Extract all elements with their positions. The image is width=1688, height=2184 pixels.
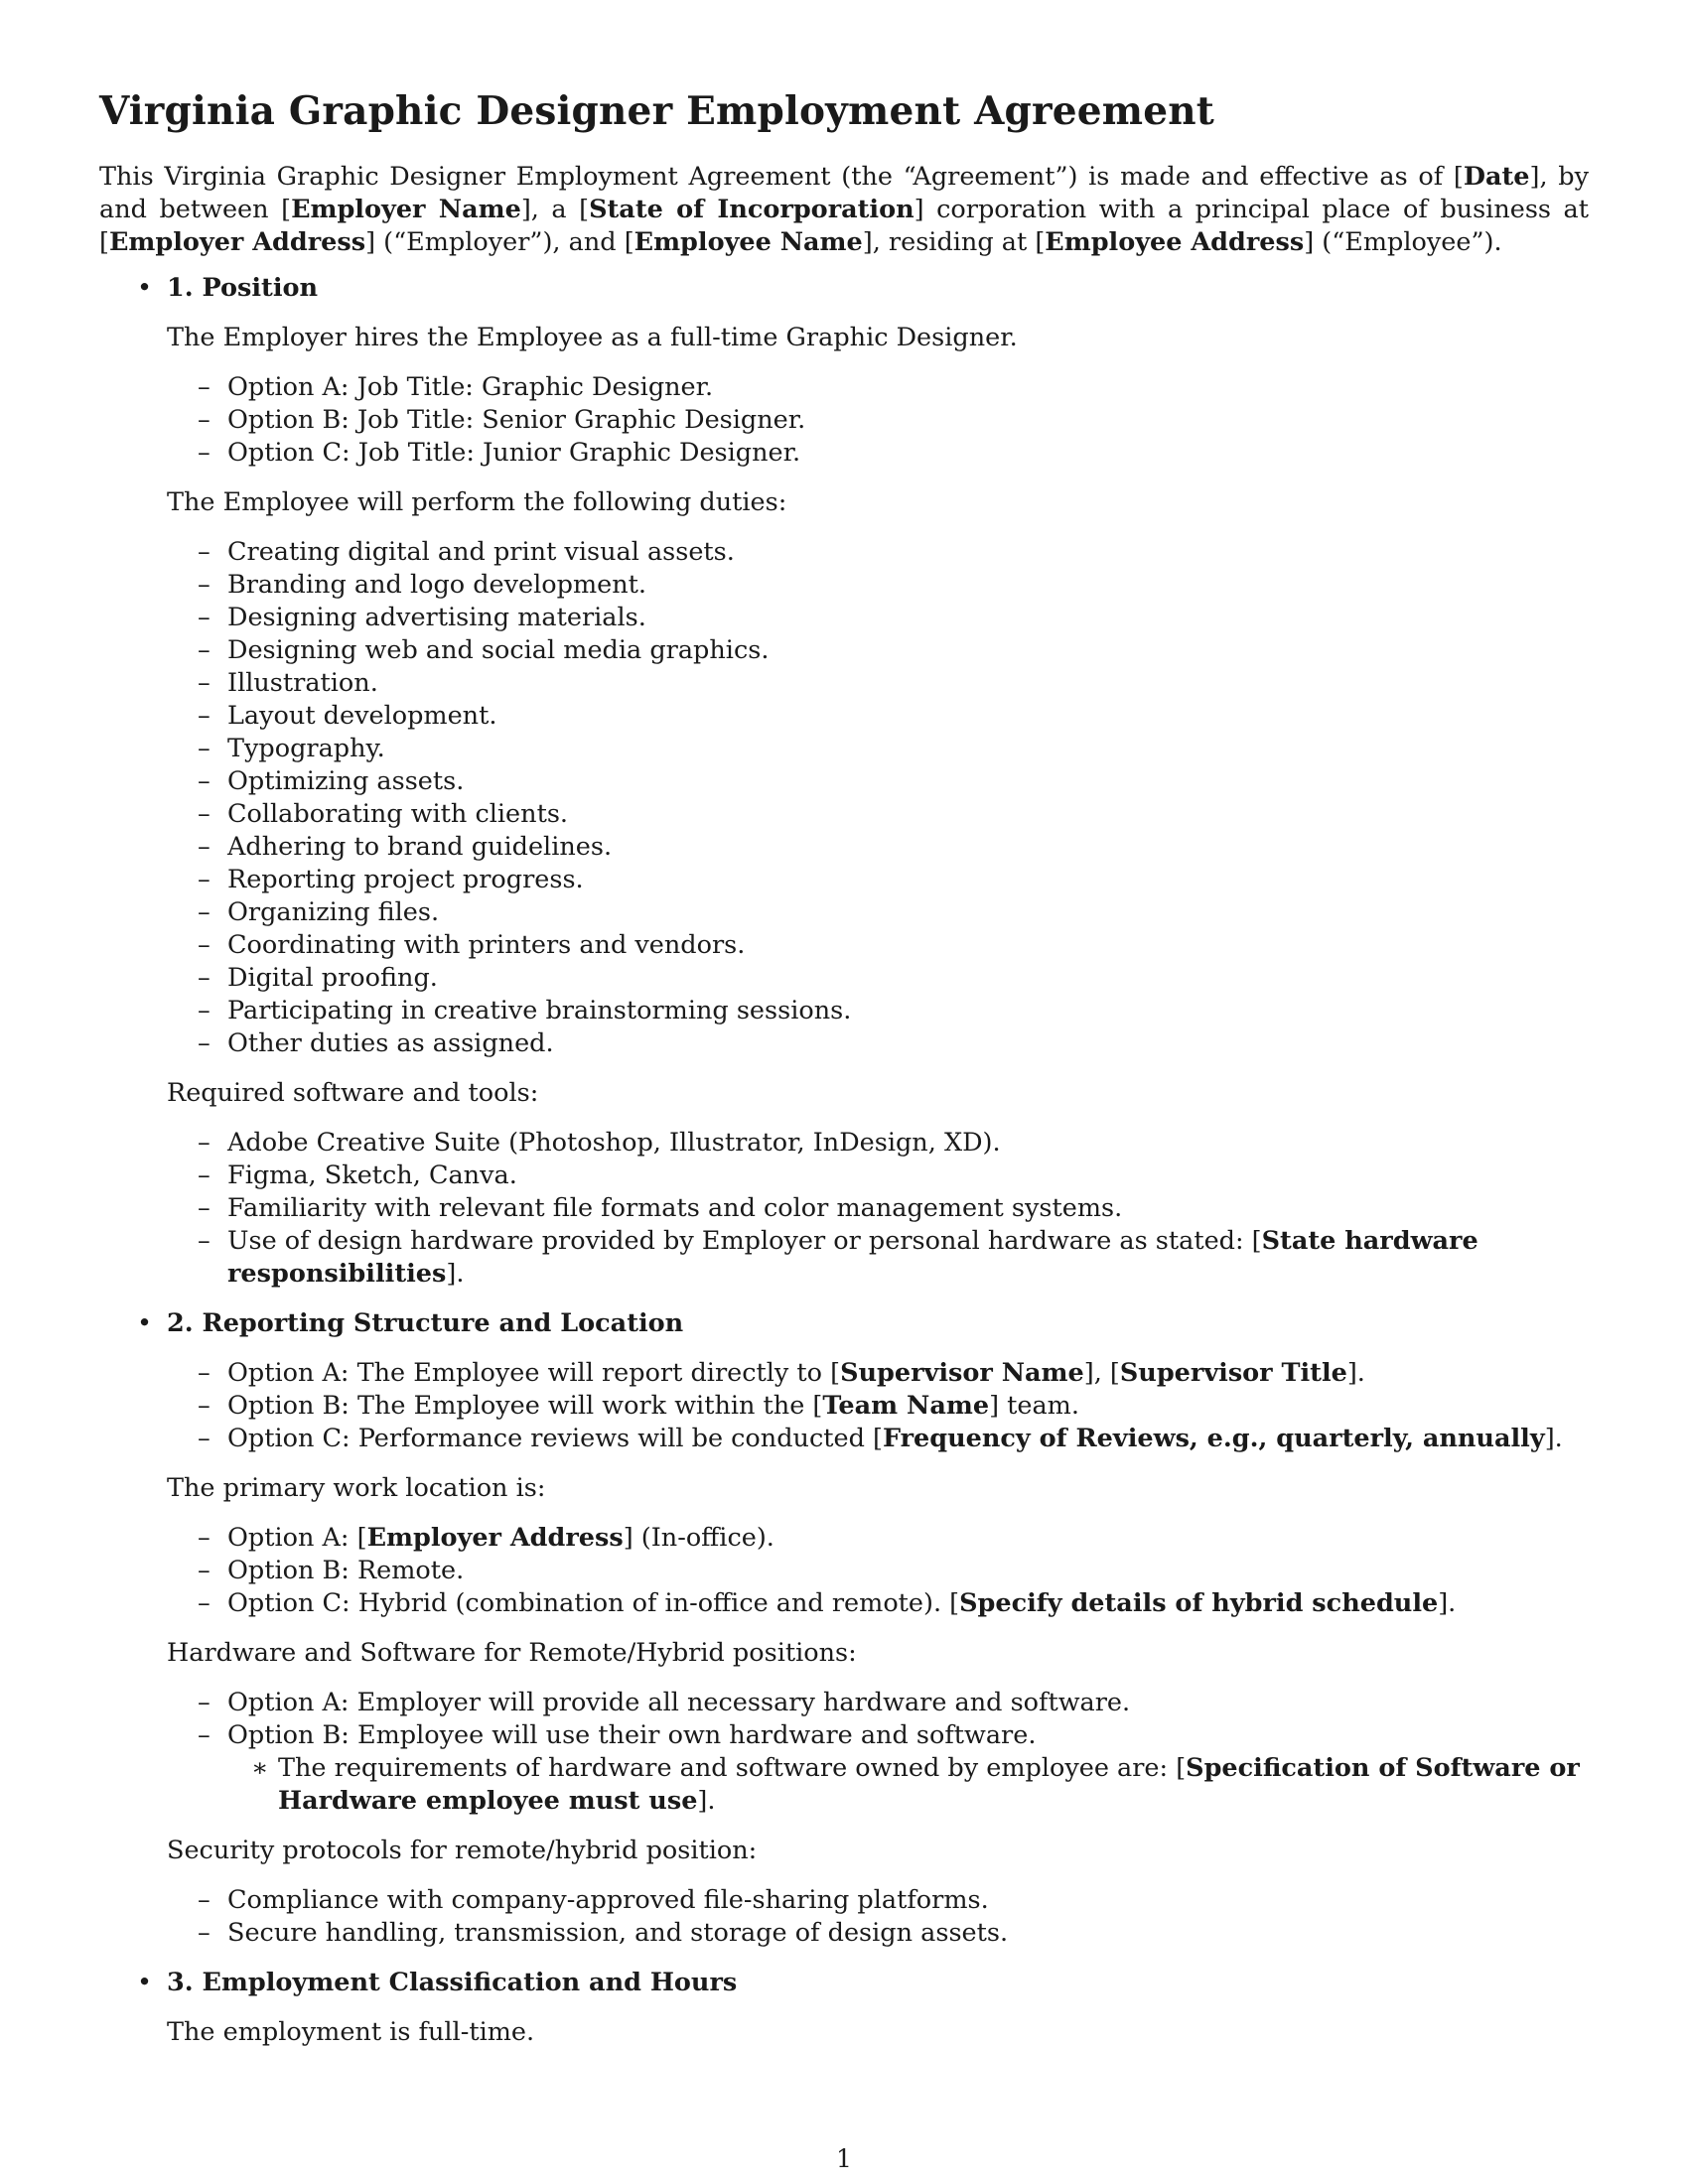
placeholder-field: Frequency of Reviews, e.g., quarterly, annually <box>882 1424 1545 1453</box>
section-bullet: • <box>137 273 153 303</box>
text-run: Branding and logo development. <box>227 570 647 600</box>
text-run: [ <box>281 195 292 224</box>
dash-marker: – <box>198 897 211 927</box>
text-run: Coordinating with printers and vendors. <box>227 930 746 960</box>
list-item <box>167 1687 1589 1719</box>
list-item <box>167 929 1589 962</box>
text-run: Option A: The Employee will report directly to [ <box>227 1358 841 1388</box>
list-item <box>167 700 1589 733</box>
list-item <box>167 1423 1589 1455</box>
section-paragraph: Required software and tools: <box>167 1078 539 1108</box>
text-run: ] corporation with a principal place of business at <box>914 195 1589 224</box>
text-run: Layout development. <box>227 701 497 731</box>
sub-list <box>227 1752 1589 1818</box>
text-run: [ <box>1035 227 1046 257</box>
section-bullet: • <box>137 1308 153 1338</box>
list-item <box>167 864 1589 896</box>
list-item <box>167 733 1589 765</box>
dash-marker: – <box>198 1358 211 1388</box>
dash-marker: – <box>198 766 211 796</box>
text-run: ]. <box>697 1786 716 1816</box>
list-item <box>167 1522 1589 1555</box>
list-item <box>167 1917 1589 1950</box>
section <box>99 1307 1589 1950</box>
list-item <box>167 1357 1589 1390</box>
text-run: ], a <box>520 195 580 224</box>
dash-marker: – <box>198 570 211 600</box>
document-page <box>99 87 1589 2066</box>
list-item <box>167 1884 1589 1917</box>
text-run: Option B: Remote. <box>227 1556 465 1585</box>
dash-marker: – <box>198 1885 211 1915</box>
dash-marker: – <box>198 963 211 993</box>
text-run: Option C: Performance reviews will be conducted [ <box>227 1424 883 1453</box>
text-run: Option A: [ <box>227 1523 367 1553</box>
text-run: [ <box>99 227 109 257</box>
dash-marker: – <box>198 1720 211 1750</box>
list-item <box>167 667 1589 700</box>
dash-list <box>167 1357 1589 1455</box>
text-run: Designing web and social media graphics. <box>227 635 770 665</box>
dash-marker: – <box>198 635 211 665</box>
dash-marker: – <box>198 1424 211 1453</box>
section-paragraph: The primary work location is: <box>167 1473 546 1503</box>
list-item <box>167 437 1589 470</box>
text-run: Option A: Job Title: Graphic Designer. <box>227 372 714 402</box>
list-item <box>167 962 1589 995</box>
sub-list-item <box>227 1752 1589 1818</box>
list-item <box>167 831 1589 864</box>
text-run: Use of design hardware provided by Employer or personal hardware as stated: [ <box>227 1226 1262 1256</box>
text-run: Figma, Sketch, Canva. <box>227 1160 517 1190</box>
dash-marker: – <box>198 1226 211 1256</box>
text-run: Designing advertising materials. <box>227 603 646 632</box>
text-run: ] (“Employer”), and <box>365 227 625 257</box>
list-item <box>167 1027 1589 1060</box>
list-item <box>167 798 1589 831</box>
list-item <box>167 1127 1589 1160</box>
text-run: Familiarity with relevant file formats and color management systems. <box>227 1193 1123 1223</box>
sections-container <box>99 272 1589 2049</box>
dash-marker: – <box>198 1556 211 1585</box>
text-run: Option B: Job Title: Senior Graphic Designer. <box>227 405 806 435</box>
text-run: ]. <box>1346 1358 1365 1388</box>
dash-marker: – <box>198 1523 211 1553</box>
list-item <box>167 896 1589 929</box>
text-run: Option B: Employee will use their own hardware and software. <box>227 1720 1037 1750</box>
dash-marker: – <box>198 734 211 763</box>
list-item <box>167 995 1589 1027</box>
list-item <box>167 1587 1589 1620</box>
text-run: ] (In-office). <box>623 1523 774 1553</box>
placeholder-field: Employer Name <box>291 195 521 224</box>
text-run: Participating in creative brainstorming sessions. <box>227 996 852 1025</box>
text-run: Option B: The Employee will work within the [ <box>227 1391 823 1421</box>
list-item <box>167 1390 1589 1423</box>
placeholder-field: Date <box>1463 162 1530 192</box>
placeholder-field: Employee Name <box>633 227 863 257</box>
text-run: ] (“Employee”). <box>1304 227 1502 257</box>
page-number: 1 <box>836 2144 852 2173</box>
dash-marker: – <box>198 1128 211 1158</box>
dash-marker: – <box>198 1193 211 1223</box>
placeholder-field: State of Incorporation <box>589 195 914 224</box>
dash-list <box>167 371 1589 470</box>
list-item <box>167 1192 1589 1225</box>
dash-marker: – <box>198 1028 211 1058</box>
list-item <box>167 1160 1589 1192</box>
dash-marker: – <box>198 1688 211 1717</box>
text-run: Other duties as assigned. <box>227 1028 554 1058</box>
placeholder-field: Team Name <box>822 1391 990 1421</box>
text-run: Collaborating with clients. <box>227 799 569 829</box>
dash-marker: – <box>198 799 211 829</box>
text-run: Optimizing assets. <box>227 766 465 796</box>
dash-marker: – <box>198 372 211 402</box>
dash-marker: – <box>198 1160 211 1190</box>
text-run: Option C: Job Title: Junior Graphic Designer. <box>227 438 801 468</box>
dash-marker: – <box>198 438 211 468</box>
section-paragraph: Hardware and Software for Remote/Hybrid positions: <box>167 1638 857 1668</box>
text-run: Digital proofing. <box>227 963 438 993</box>
text-run: Typography. <box>227 734 385 763</box>
text-run: [ <box>579 195 590 224</box>
text-run: [ <box>624 227 634 257</box>
dash-marker: – <box>198 832 211 862</box>
document-title: Virginia Graphic Designer Employment Agreement <box>99 88 1215 134</box>
placeholder-field: Employee Address <box>1045 227 1305 257</box>
dash-marker: – <box>198 701 211 731</box>
text-run: Compliance with company-approved file-sharing platforms. <box>227 1885 989 1915</box>
text-run: Adobe Creative Suite (Photoshop, Illustrator, InDesign, XD). <box>227 1128 1001 1158</box>
placeholder-field: State hardware responsibilities <box>227 1226 1478 1289</box>
placeholder-field: Supervisor Name <box>840 1358 1084 1388</box>
list-item <box>167 371 1589 404</box>
section-heading: 2. Reporting Structure and Location <box>167 1308 684 1338</box>
text-run: Creating digital and print visual assets. <box>227 537 735 567</box>
list-item <box>167 634 1589 667</box>
text-run: Reporting project progress. <box>227 865 584 894</box>
text-run: ]. <box>1438 1588 1457 1618</box>
text-run: Organizing files. <box>227 897 440 927</box>
section-bullet: • <box>137 1968 153 1997</box>
text-run: Secure handling, transmission, and storage of design assets. <box>227 1918 1009 1948</box>
list-item <box>167 404 1589 437</box>
text-run: Option A: Employer will provide all necessary hardware and software. <box>227 1688 1131 1717</box>
text-run: This Virginia Graphic Designer Employment Agreement (the “Agreement”) is made and effective as of <box>99 162 1454 192</box>
section-heading: 1. Position <box>167 273 319 303</box>
dash-marker: – <box>198 1391 211 1421</box>
list-item <box>167 765 1589 798</box>
dash-list <box>167 1522 1589 1620</box>
dash-marker: – <box>198 405 211 435</box>
text-run: ] team. <box>989 1391 1079 1421</box>
section-paragraph: The Employer hires the Employee as a full-time Graphic Designer. <box>167 323 1018 352</box>
list-item <box>167 1719 1589 1818</box>
text-run: ], residing at <box>862 227 1036 257</box>
dash-list <box>167 1687 1589 1818</box>
dash-marker: – <box>198 930 211 960</box>
dash-marker: – <box>198 1588 211 1618</box>
dash-marker: – <box>198 996 211 1025</box>
placeholder-field: Specify details of hybrid schedule <box>959 1588 1439 1618</box>
list-item <box>167 1555 1589 1587</box>
dash-list <box>167 1127 1589 1291</box>
text-run: ], by and between <box>99 162 1590 224</box>
dash-marker: – <box>198 603 211 632</box>
text-run: Option C: Hybrid (combination of in-office and remote). [ <box>227 1588 960 1618</box>
dash-list <box>167 536 1589 1060</box>
intro-paragraph <box>99 161 1589 259</box>
placeholder-field: Specification of Software or Hardware employee must use <box>278 1753 1580 1816</box>
list-item <box>167 536 1589 569</box>
text-run: ], [ <box>1083 1358 1120 1388</box>
list-item <box>167 602 1589 634</box>
text-run: Illustration. <box>227 668 378 698</box>
section-paragraph: The employment is full-time. <box>167 2017 535 2047</box>
dash-marker: – <box>198 865 211 894</box>
placeholder-field: Employer Address <box>108 227 366 257</box>
dash-marker: – <box>198 537 211 567</box>
asterisk-marker: ∗ <box>251 1753 269 1783</box>
text-run: [ <box>1453 162 1464 192</box>
section <box>99 272 1589 1291</box>
list-item <box>167 569 1589 602</box>
placeholder-field: Supervisor Title <box>1119 1358 1347 1388</box>
text-run: ]. <box>1544 1424 1563 1453</box>
section-heading: 3. Employment Classification and Hours <box>167 1968 738 1997</box>
section-paragraph: The Employee will perform the following duties: <box>167 487 787 517</box>
list-item <box>167 1225 1589 1291</box>
dash-list <box>167 1884 1589 1950</box>
dash-marker: – <box>198 1918 211 1948</box>
placeholder-field: Employer Address <box>366 1523 624 1553</box>
section <box>99 1967 1589 2049</box>
section-paragraph: Security protocols for remote/hybrid position: <box>167 1836 758 1865</box>
text-run: The requirements of hardware and software owned by employee are: [ <box>278 1753 1187 1783</box>
dash-marker: – <box>198 668 211 698</box>
text-run: ]. <box>446 1259 465 1289</box>
text-run: Adhering to brand guidelines. <box>227 832 613 862</box>
